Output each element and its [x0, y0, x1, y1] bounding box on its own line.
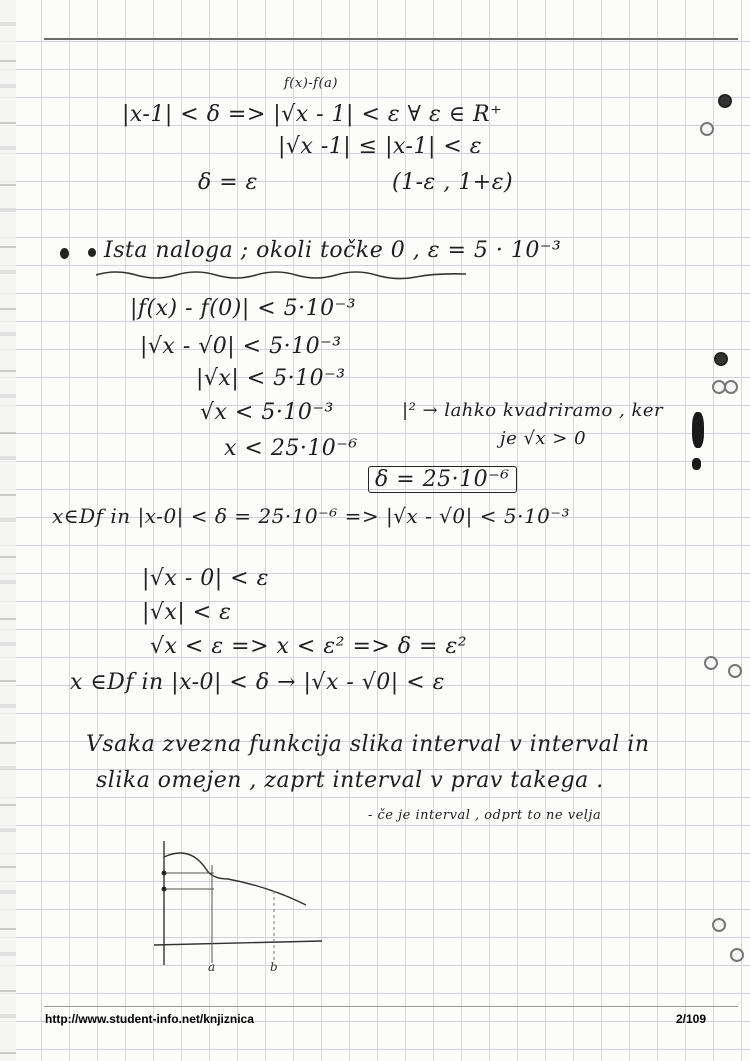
page-number: 2/109	[676, 1012, 707, 1026]
heading: Ista naloga ; okoli točke 0 , ε = 5 · 10⁻³	[104, 238, 562, 263]
punch-hole-icon	[714, 352, 728, 366]
function-sketch	[150, 835, 330, 975]
punch-hole-icon	[700, 122, 714, 136]
implication-line: x∈Df in |x-0| < δ = 25·10⁻⁶ => |√x - √0| < 5·10⁻³	[52, 504, 570, 528]
scan-binding-edge	[0, 0, 16, 1061]
boxed-result	[368, 466, 517, 493]
step-2: |√x - √0| < 5·10⁻³	[140, 334, 342, 359]
step-5: x < 25·10⁻⁶	[224, 436, 358, 461]
line-3-left: δ = ε	[198, 170, 258, 195]
exclamation-mark-icon	[692, 412, 704, 448]
sketch-label-a: a	[208, 960, 216, 974]
bullet-icon	[88, 248, 96, 257]
sketch-label-b: b	[270, 960, 278, 974]
punch-hole-icon	[728, 664, 742, 678]
theorem-note: - če je interval , odprt to ne velja	[368, 808, 602, 823]
line-1: |x-1| < δ => |√x - 1| < ε ∀ ε ∈ R⁺	[122, 102, 503, 127]
heading-underline	[96, 268, 476, 282]
line-3-right: (1-ε , 1+ε)	[392, 170, 514, 195]
theorem-line-1: Vsaka zvezna funkcija slika interval v interval in	[86, 732, 650, 757]
punch-hole-icon	[704, 656, 718, 670]
general-step-3: √x < ε => x < ε² => δ = ε²	[150, 634, 468, 659]
punch-hole-icon	[724, 380, 738, 394]
general-step-4: x ∈Df in |x-0| < δ → |√x - √0| < ε	[70, 670, 445, 695]
line-2: |√x -1| ≤ |x-1| < ε	[278, 134, 483, 159]
annotation-top: f(x)-f(a)	[284, 76, 338, 91]
step-4-note: |² → lahko kvadriramo , ker	[402, 400, 664, 421]
top-margin-rule	[44, 38, 738, 40]
punch-hole-icon	[718, 94, 732, 108]
punch-hole-icon	[712, 918, 726, 932]
step-1: |f(x) - f(0)| < 5·10⁻³	[130, 296, 357, 321]
step-3: |√x| < 5·10⁻³	[196, 366, 346, 391]
step-4-note-2: je √x > 0	[500, 428, 587, 449]
bullet-icon	[60, 248, 69, 259]
general-step-2: |√x| < ε	[142, 600, 232, 625]
theorem-line-2: slika omejen , zaprt interval v prav takega .	[96, 768, 604, 793]
bottom-margin-rule	[44, 1006, 738, 1007]
punch-hole-icon	[730, 948, 744, 962]
general-step-1: |√x - 0| < ε	[142, 566, 269, 591]
boxed-result-text: δ = 25·10⁻⁶	[375, 467, 510, 492]
exclamation-dot-icon	[692, 458, 701, 470]
step-4: √x < 5·10⁻³	[200, 400, 334, 425]
footer-link[interactable]: http://www.student-info.net/knjiznica	[45, 1012, 254, 1026]
